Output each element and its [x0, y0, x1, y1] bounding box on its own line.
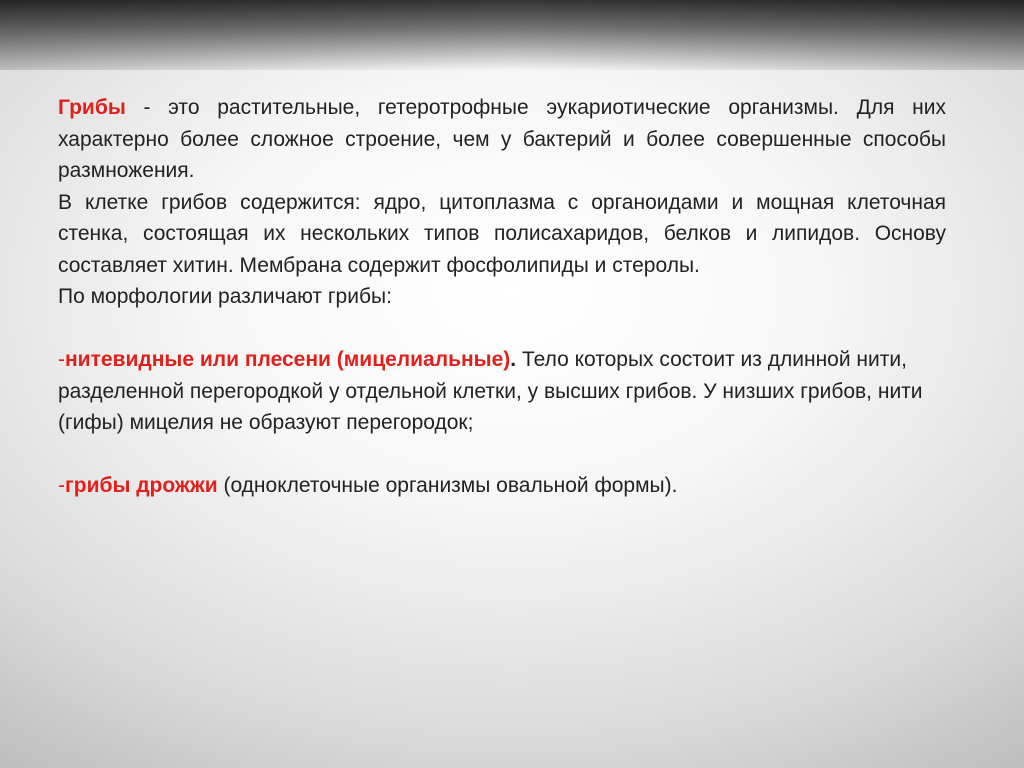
- list-dash: -: [58, 348, 65, 371]
- paragraph-definition: [58, 92, 946, 187]
- spacer: [58, 313, 946, 345]
- slide-header-overlay: [0, 0, 1024, 70]
- mold-description: Тело которых состоит из длинной нити, разделенной перегородкой у отдельной клетки, у высших грибов. У низших грибов, нити (гифы) мицелия не образуют перегородок;: [58, 348, 923, 434]
- term-griby: Грибы: [58, 96, 126, 119]
- term-mold-period: .: [510, 348, 517, 371]
- term-mold: нитевидные или плесени (мицелиальные): [65, 348, 511, 371]
- yeast-description: (одноклеточные организмы овальной формы).: [217, 474, 678, 497]
- term-yeast: грибы дрожжи: [65, 474, 218, 497]
- list-dash: -: [58, 474, 65, 497]
- spacer: [58, 439, 946, 471]
- definition-text: - это растительные, гетеротрофные эукариотические организмы. Для них характерно более сложное строение, чем у бактерий и более совершенные способы размножения.: [58, 96, 946, 182]
- list-item-yeast: [58, 470, 946, 502]
- list-item-mold: [58, 344, 946, 439]
- paragraph-morphology-intro: По морфологии различают грибы:: [58, 285, 392, 308]
- paragraph-cell-structure: В клетке грибов содержится: ядро, цитоплазма с органоидами и мощная клеточная стенка, состоящая их нескольких типов полисахаридов, белков и липидов. Основу составляет хитин. Мембрана содержит фосфолипиды и стеролы.: [58, 190, 946, 277]
- slide-body: [58, 92, 946, 502]
